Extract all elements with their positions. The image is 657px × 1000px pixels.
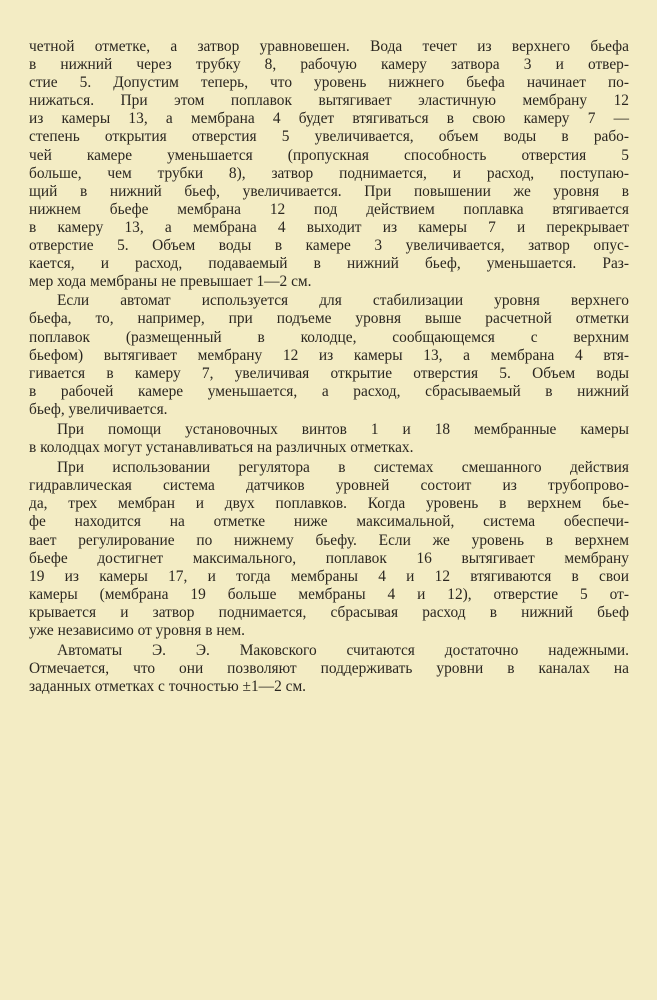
paragraph-2 xyxy=(29,292,629,419)
text-line: Автоматы Э. Э. Маковского считаются достаточно надежными. xyxy=(57,642,629,660)
text-line: нижнем бьефе мембрана 12 под действием поплавка втягивается xyxy=(29,200,629,218)
text-line: Отмечается, что они позволяют поддерживать уровни в каналах на xyxy=(29,660,629,678)
text-line: камеры (мембрана 19 больше мембраны 4 и 12), отверстие 5 от- xyxy=(29,585,629,603)
text-line: заданных отметках с точностью ±1—2 см. xyxy=(29,678,307,696)
text-line: гивается в камеру 7, увеличивая открытие отверстия 5. Объем воды xyxy=(29,364,629,382)
paragraph-4 xyxy=(29,459,629,640)
text-line: При использовании регулятора в системах смешанного действия xyxy=(57,459,629,477)
text-line: бьефе достигнет максимального, поплавок 16 вытягивает мембрану xyxy=(29,549,629,567)
text-line: При помощи установочных винтов 1 и 18 мембранные камеры xyxy=(57,420,629,438)
text-line: бьеф, увеличивается. xyxy=(29,400,168,418)
text-line: Если автомат используется для стабилизации уровня верхнего xyxy=(57,292,629,310)
text-line: уже независимо от уровня в нем. xyxy=(29,622,245,639)
text-line: в камеру 13, а мембрана 4 выходит из камеры 7 и перекрывает xyxy=(29,218,629,236)
text-line: степень открытия отверстия 5 увеличивается, объем воды в рабо- xyxy=(29,128,629,146)
text-line: 19 из камеры 17, и тогда мембраны 4 и 12 втягиваются в свои xyxy=(29,567,629,585)
text-line: из камеры 13, а мембрана 4 будет втягиваться в свою камеру 7 — xyxy=(29,110,629,128)
text-line: в нижний через трубку 8, рабочую камеру затвора 3 и отвер- xyxy=(29,56,629,74)
text-line: да, трех мембран и двух поплавков. Когда уровень в верхнем бье- xyxy=(29,495,629,513)
text-line: щий в нижний бьеф, увеличивается. При повышении же уровня в xyxy=(29,182,629,200)
text-line: фе находится на отметке ниже максимальной, система обеспечи- xyxy=(29,513,629,531)
text-line: поплавок (размещенный в колодце, сообщающемся с верхним xyxy=(29,328,629,346)
text-line: нижаться. При этом поплавок вытягивает эластичную мембрану 12 xyxy=(29,92,629,110)
text-line: бьефом) вытягивает мембрану 12 из камеры 13, а мембрана 4 втя- xyxy=(29,346,629,364)
text-line: больше, чем трубки 8), затвор поднимается, и расход, поступаю- xyxy=(29,164,629,182)
page-text xyxy=(29,38,629,696)
text-line: отверстие 5. Объем воды в камере 3 увеличивается, затвор опус- xyxy=(29,237,629,255)
text-line: четной отметке, а затвор уравновешен. Вода течет из верхнего бьефа xyxy=(29,38,629,55)
text-line: мер хода мембраны не превышает 1—2 см. xyxy=(29,273,312,291)
text-line: бьефа, то, например, при подъеме уровня выше расчетной отметки xyxy=(29,310,629,328)
paragraph-1 xyxy=(29,38,629,291)
text-line: вает регулирование по нижнему бьефу. Если же уровень в верхнем xyxy=(29,531,629,549)
text-line: кается, и расход, подаваемый в нижний бьеф, уменьшается. Раз- xyxy=(29,255,629,273)
text-line: в рабочей камере уменьшается, а расход, сбрасываемый в нижний xyxy=(29,382,629,400)
paragraph-3 xyxy=(29,421,629,457)
text-line: чей камере уменьшается (пропускная способность отверстия 5 xyxy=(29,146,629,164)
text-line: в колодцах могут устанавливаться на различных отметках. xyxy=(29,439,414,457)
paragraph-5 xyxy=(29,642,629,696)
text-line: крывается и затвор поднимается, сбрасывая расход в нижний бьеф xyxy=(29,603,629,621)
text-line: стие 5. Допустим теперь, что уровень нижнего бьефа начинает по- xyxy=(29,74,629,92)
text-line: гидравлическая система датчиков уровней состоит из трубопрово- xyxy=(29,477,629,495)
